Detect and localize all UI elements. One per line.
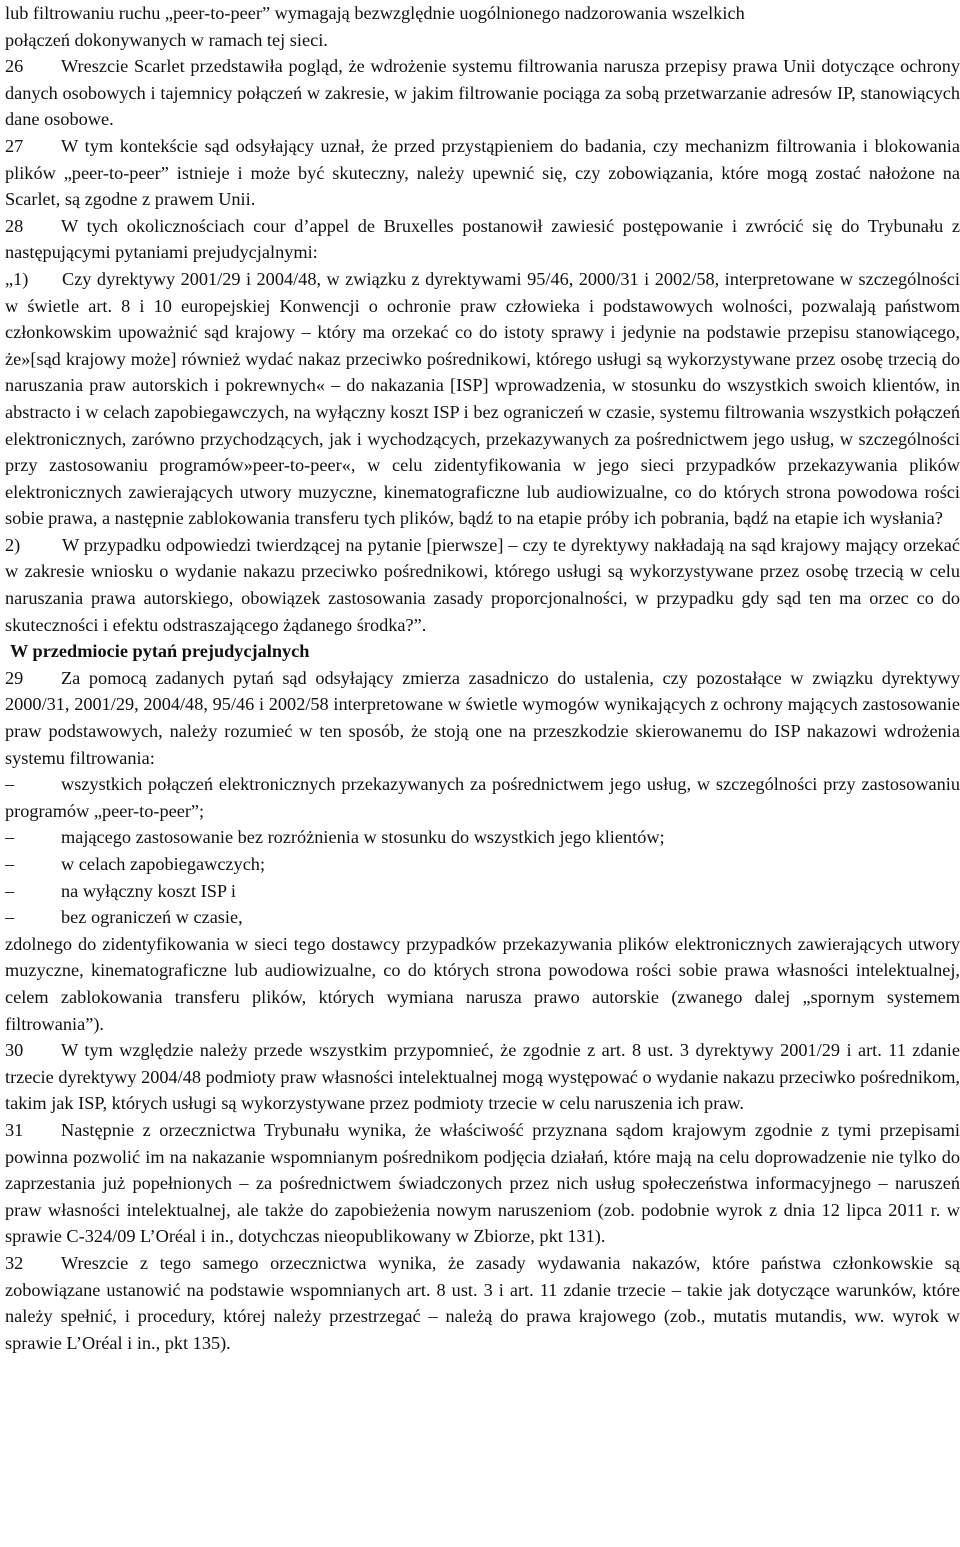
paragraph-26 xyxy=(5,53,960,133)
question-text: W przypadku odpowiedzi twierdzącej na pytanie [pierwsze] – czy te dyrektywy nakładają na sąd krajowy mający orzekać w zakresie wniosku o wydanie nakazu przeciwko pośrednikowi, którego usługi są wykorzystywane przez osobę trzecią w celu naruszania prawa autorskiego, obowiązek zastosowania zasady proporcjonalności, w przypadku gdy sąd ten ma orzec co do skuteczności i efektu odstraszającego żądanego środka?”. xyxy=(5,534,960,635)
list-item-text: mającego zastosowanie bez rozróżnienia w stosunku do wszystkich jego klientów; xyxy=(61,827,665,848)
list-dash: – xyxy=(5,880,15,901)
question-1 xyxy=(5,266,960,532)
paragraph-32 xyxy=(5,1250,960,1356)
list-dash: – xyxy=(5,854,15,874)
list-dash: – xyxy=(5,827,15,848)
paragraph-27 xyxy=(5,133,960,213)
paragraph-text: Za pomocą zadanych pytań sąd odsyłający zmierza zasadniczo do ustalenia, czy pozostałące w związku dyrektywy 2000/31, 2001/29, 2004/48, 95/46 i 2002/58 interpretowane w świetle wymogów wynikających z ochrony mających zastosowanie praw podstawowych, należy rozumieć w ten sposób, że stoją one na przeszkodzie skierowanemu do ISP nakazowi wdrożenia systemu filtrowania: xyxy=(5,667,960,768)
paragraph-28 xyxy=(5,213,960,266)
list-item xyxy=(5,851,960,878)
paragraph-number: 31 xyxy=(5,1119,24,1140)
paragraph-29 xyxy=(5,665,960,771)
paragraph-number: 28 xyxy=(5,215,24,236)
paragraph-number: 29 xyxy=(5,667,24,688)
paragraph-text: W tym kontekście sąd odsyłający uznał, że przed przystąpieniem do badania, czy mechanizm filtrowania i blokowania plików „peer-to-peer” istnieje i może być skuteczny, należy upewnić się, czy zobowiązania, które mogą zostać nałożone na Scarlet, są zgodne z prawem Unii. xyxy=(5,135,960,210)
question-number: „1) xyxy=(5,268,29,289)
list-item-text: na wyłączny koszt ISP i xyxy=(61,880,236,901)
paragraph-number: 32 xyxy=(5,1252,24,1273)
list-item xyxy=(5,878,960,905)
intro-line: lub filtrowaniu ruchu „peer-to-peer” wymagają bezwzględnie uogólnionego nadzorowania wszelkich xyxy=(5,3,745,23)
question-text: Czy dyrektywy 2001/29 i 2004/48, w związku z dyrektywami 95/46, 2000/31 i 2002/58, interpretowane w szczególności w świetle art. 8 i 10 europejskiej Konwencji o ochronie praw człowieka i podstawowych wolności, pozwalają państwom członkowskim upoważnić sąd krajowy – który ma orzekać co do istoty sprawy i jedynie na podstawie przepisu stanowiącego, że»[sąd krajowy może] również wydać nakaz przeciwko pośrednikowi, którego usługi są wykorzystywane przez osobę trzecią do naruszania praw autorskich i pokrewnych« – do nakazania [ISP] wprowadzenia, w stosunku do wszystkich swoich klientów, in abstracto i w celach zapobiegawczych, na wyłączny koszt ISP i bez ograniczeń w czasie, systemu filtrowania wszystkich połączeń elektronicznych, zarówno przychodzących, jak i wychodzących, przekazywanych za pośrednictwem jego usług, w szczególności przy zastosowaniu programów»peer-to-peer«, w celu zidentyfikowania w jego sieci przypadków przekazywania plików elektronicznych zawierających utwory muzyczne, kinematograficzne lub audiowizualne, co do których strona powodowa rości sobie prawa, a następnie zablokowania transferu tych plików, bądź to na etapie próby ich pobrania, bądź na etapie ich wysłania? xyxy=(5,268,960,529)
paragraph-text: Wreszcie z tego samego orzecznictwa wynika, że zasady wydawania nakazów, które państwa członkowskie są zobowiązane ustanowić na podstawie wspomnianych art. 8 ust. 3 i art. 11 zdanie trzecie – takie jak dotyczące warunków, które należy spełnić, i procedury, której należy przestrzegać – należą do prawa krajowego (zob., mutatis mutandis, ww. wyrok w sprawie L’Oréal i in., pkt 135). xyxy=(5,1252,960,1353)
paragraph-30 xyxy=(5,1037,960,1117)
intro-line: połączeń dokonywanych w ramach tej sieci. xyxy=(5,29,328,50)
list-item-text: wszystkich połączeń elektronicznych przekazywanych za pośrednictwem jego usług, w szczególności przy zastosowaniu programów „peer-to-peer”; xyxy=(5,774,960,821)
paragraph-text: W tych okolicznościach cour d’appel de Bruxelles postanowił zawiesić postępowanie i zwrócić się do Trybunału z następującymi pytaniami prejudycjalnymi: xyxy=(5,215,960,263)
list-item-text: bez ograniczeń w czasie, xyxy=(61,907,243,928)
paragraph-number: 26 xyxy=(5,56,24,77)
paragraph-text: W tym względzie należy przede wszystkim przypomnieć, że zgodnie z art. 8 ust. 3 dyrektywy 2001/29 i art. 11 zdanie trzecie dyrektywy 2004/48 podmioty praw własności intelektualnej mogą występować o wydanie nakazu przeciwko pośrednikom, takim jak ISP, których usługi są wykorzystywane przez podmioty trzecie w celu naruszenia ich praw. xyxy=(5,1040,960,1114)
paragraph-number: 30 xyxy=(5,1040,24,1061)
question-2 xyxy=(5,532,960,638)
list-item xyxy=(5,771,960,824)
list-dash: – xyxy=(5,907,15,928)
list-item xyxy=(5,904,960,931)
list-dash: – xyxy=(5,774,15,795)
paragraph-text: Następnie z orzecznictwa Trybunału wynika, że właściwość przyznana sądom krajowym zgodnie z tymi przepisami powinna pozwolić im na nakazanie wspomnianym pośrednikom podjęcia działań, które mają na celu doprowadzenie nie tylko do zaprzestania już popełnionych – za pośrednictwem świadczonych przez nich usług społeczeństwa informacyjnego – naruszeń praw własności intelektualnej, ale także do zapobieżenia nowym naruszeniom (zob. podobnie wyrok z dnia 12 lipca 2011 r. w sprawie C-324/09 L’Oréal i in., dotychczas nieopublikowany w Zbiorze, pkt 131). xyxy=(5,1119,960,1247)
paragraph-text: Wreszcie Scarlet przedstawiła pogląd, że wdrożenie systemu filtrowania narusza przepisy prawa Unii dotyczące ochrony danych osobowych i tajemnicy połączeń w zakresie, w jakim filtrowanie pociąga za sobą przetwarzanie adresów IP, stanowiących dane osobowe. xyxy=(5,56,960,130)
question-number: 2) xyxy=(5,534,21,555)
paragraph-29-tail: zdolnego do zidentyfikowania w sieci tego dostawcy przypadków przekazywania plików elektronicznych zawierających utwory muzyczne, kinematograficzne lub audiowizualne, co do których strona powodowa rości sobie prawa własności intelektualnej, celem zablokowania transferu plików, których wymiana narusza prawo autorskie (zwanego dalej „spornym systemem filtrowania”). xyxy=(5,933,960,1034)
intro-paragraph xyxy=(5,0,960,53)
list-item-text: w celach zapobiegawczych; xyxy=(61,854,266,874)
paragraph-number: 27 xyxy=(5,135,24,156)
section-heading: W przedmiocie pytań prejudycjalnych xyxy=(10,641,310,662)
paragraph-31 xyxy=(5,1117,960,1250)
list-item xyxy=(5,824,960,851)
